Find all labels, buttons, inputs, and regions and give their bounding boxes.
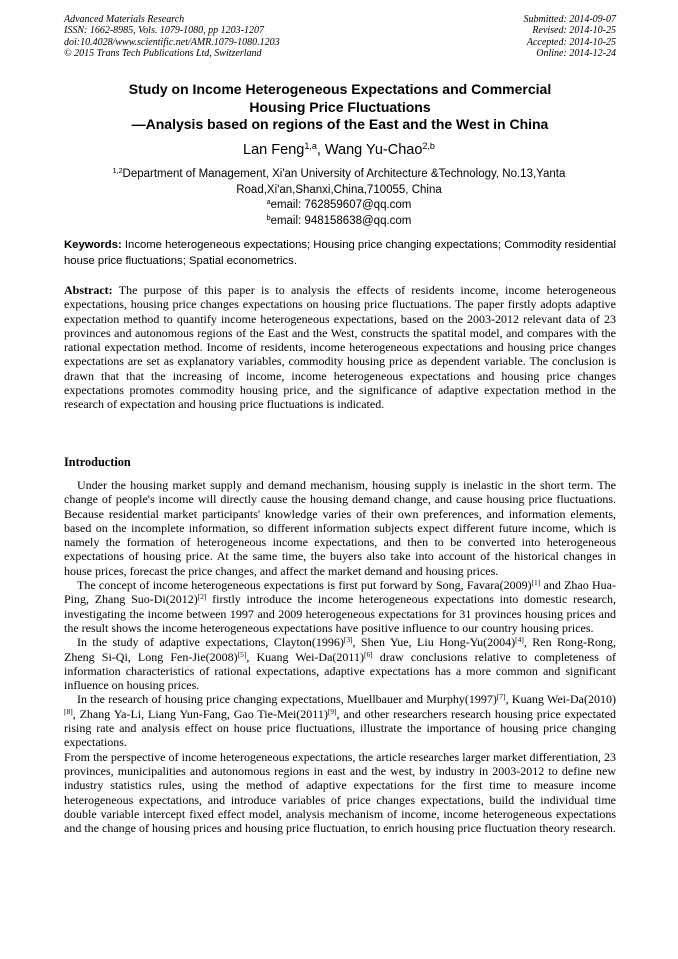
author-2-affiliation-mark: 2,b: [422, 141, 435, 152]
citation-ref: [9]: [327, 706, 337, 716]
author-separator: ,: [316, 142, 325, 158]
introduction-body: [64, 478, 616, 835]
paragraph-text: , Kuang Wei-Da(2011): [246, 649, 364, 664]
intro-paragraph-3: [64, 635, 616, 692]
paragraph-text: , and other researchers research housing price expectated rising rate and analysis effect on house price fluctuations, illustrate the importance of housing price changing expectations.: [64, 706, 616, 750]
author-list: [0, 141, 678, 159]
email-a-mark: a: [266, 198, 271, 207]
citation-ref: [2]: [197, 592, 207, 602]
header-left: [64, 14, 280, 59]
citation-ref: [6]: [363, 649, 373, 659]
email-a: [90, 198, 588, 214]
submitted-date: Submitted: 2014-09-07: [523, 14, 616, 25]
paragraph-text: and Zhao Hua-Ping, Zhang Suo-Di(2012): [64, 578, 616, 607]
author-1: Lan Feng: [243, 142, 305, 158]
paragraph-text: draw conclusions relative to completeness of information characteristics of rational expectations, adaptive expectations has a more common and significant influence on housing prices.: [64, 649, 616, 693]
paragraph-text: , Shen Yue, Liu Hong-Yu(2004): [352, 635, 516, 650]
online-date: Online: 2014-12-24: [536, 47, 616, 59]
intro-paragraph-1: Under the housing market supply and demand mechanism, housing supply is inelastic in the short term. The change of people's income will directly cause the housing demand change, and cause housing price fluctuations. Because residential market participants' knowledge varies of their own preferences, and information elements, based on the incomplete information, so different information subjects expect different future income, which is namely the formation of heterogeneous income expectations, and then to be converted into heterogeneous expectations of housing price. At the same time, the buyers also take into account of the historical changes in house prices, forecast the price changes, and affect the market demand and housing prices.: [64, 478, 616, 578]
copyright-notice: © 2015 Trans Tech Publications Ltd, Switzerland: [64, 47, 262, 59]
citation-ref: [1]: [531, 578, 541, 587]
title-main: Study on Income Heterogeneous Expectations and Commercial Housing Price Fluctuations: [128, 81, 552, 115]
keywords-text: Income heterogeneous expectations; Housing price changing expectations; Commodity residential house price fluctuations; Spatial econometrics.: [64, 239, 616, 267]
paper-title: [52, 81, 628, 134]
citation-ref: [4]: [515, 635, 524, 645]
revised-date: Revised: 2014-10-25: [532, 25, 616, 37]
intro-paragraph-5: From the perspective of income heterogeneous expectations, the article researches larger market differentiation, 23 provinces, municipalities and autonomous regions in east and the west, by industry in 2003-2012 to define new industry statistics rules, using the method of adaptive expectations for the first time to measure income heterogeneous expectations, and introduce variables of price changes expectations, build the individual time double variable intercept fixed effect model, analysis mechanism of income, income heterogeneous expectations and the change of housing prices and housing price fluctuation, to enrich housing price fluctuation theory research.: [64, 749, 616, 836]
citation-ref: [5]: [237, 649, 247, 659]
intro-paragraph-2: [64, 578, 616, 635]
paragraph-text: , Kuang Wei-Da(2010): [505, 692, 616, 707]
citation-ref: [7]: [496, 692, 506, 702]
paragraph-text: In the study of adaptive expectations, Clayton(1996): [77, 635, 344, 650]
affiliation-mark: 1,2: [112, 167, 123, 176]
email-b-text: email: 948158638@qq.com: [270, 214, 412, 227]
journal-name: Advanced Materials Research: [64, 14, 185, 25]
journal-issn: ISSN: 1662-8985, Vols. 1079-1080, pp 1203-1207: [64, 25, 264, 37]
author-2: Wang Yu-Chao: [324, 142, 423, 158]
affiliation-text: Department of Management, Xi'an University of Architecture &Technology, No.13,Yanta Road,Xi'an,Shanxi,China,710055, China: [122, 168, 566, 196]
abstract-label: Abstract:: [64, 283, 113, 297]
abstract-text: The purpose of this paper is to analysis the effects of residents income, income heterogeneous expectations, housing price changes expectations on housing price fluctuations. The paper firstly adopts adaptive expectation method to quantify income heterogeneous expectations, based on the 2003-2012 relevant data of 23 provinces and autonomous regions of the East and the West, constructs the spatital model, and compares with the rational expectation method. Income of residents, income heterogeneous expectations and housing price changes expectations are set as explanatory variables, commodity housing price as dependent variable. The conclusion is drawn that that the increasing of income, income heterogeneous expectations and housing price changes expectations promotes commodity housing price, and the significance of adaptive expectation method in the research of expectation and housing price fluctuations is indicated.: [64, 283, 616, 412]
paragraph-text: firstly introduce the income heterogeneous expectations into domestic research, investigating the income between 1997 and 2009 heterogeneous expectations for 31 provinces housing prices and the result shows the income heterogeneous expectations have positive influence to our country housing prices.: [64, 592, 617, 635]
author-1-affiliation-mark: 1,a: [304, 141, 317, 152]
paragraph-text: The concept of income heterogeneous expectations is first put forward by Song, Favara(2009): [77, 578, 532, 593]
citation-ref: [8]: [64, 706, 73, 716]
intro-paragraph-4: [64, 692, 616, 749]
citation-ref: [3]: [343, 635, 353, 645]
introduction-heading: Introduction: [64, 455, 131, 469]
paragraph-text: In the research of housing price changing expectations, Muellbauer and Murphy(1997): [77, 692, 497, 707]
header-right: [524, 14, 617, 59]
affiliation-block: [90, 167, 588, 229]
paragraph-text: , Ren Rong-Rong, Zheng Si-Qi, Long Fen-Jie(2008): [64, 635, 617, 664]
paragraph-text: , Zhang Ya-Li, Liang Yun-Fang, Gao Tie-Mei(2011): [72, 706, 328, 721]
accepted-date: Accepted: 2014-10-25: [526, 36, 616, 48]
keywords-label: Keywords:: [64, 239, 122, 251]
abstract-section: [64, 283, 616, 412]
email-b: [90, 214, 588, 230]
email-a-text: email: 762859607@qq.com: [270, 199, 412, 211]
affiliation-line: [90, 167, 588, 198]
email-b-mark: b: [266, 213, 271, 222]
keywords-section: [64, 238, 616, 269]
title-subtitle: —Analysis based on regions of the East and the West in China: [131, 116, 549, 132]
article-doi: doi:10.4028/www.scientific.net/AMR.1079-1080.1203: [64, 36, 280, 48]
